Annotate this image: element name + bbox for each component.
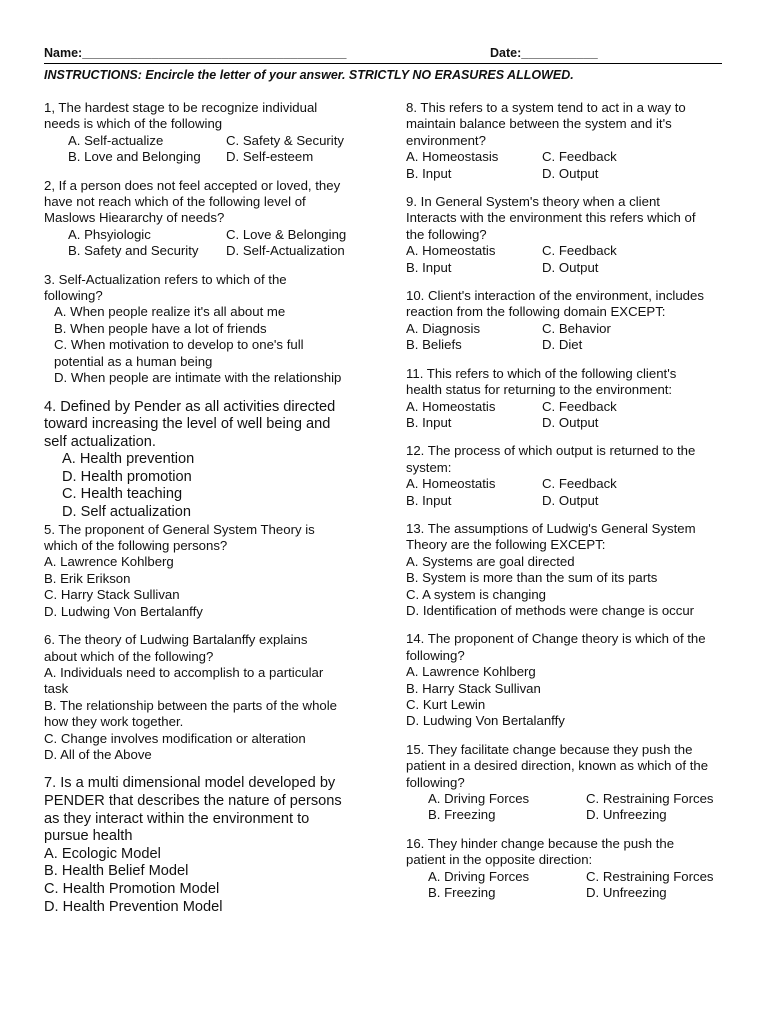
question [406, 194, 726, 276]
option[interactable]: D. All of the Above [44, 746, 152, 762]
option[interactable]: A. Ecologic Model [44, 845, 161, 862]
options [44, 451, 364, 521]
options [406, 321, 726, 354]
option[interactable]: D. Output [542, 414, 599, 430]
option[interactable]: B. Input [406, 165, 452, 181]
question-stem: 2, If a person does not feel accepted or loved, they have not reach which of the following level of Maslows Hieararchy of needs? [44, 177, 341, 226]
question-stem: 8. This refers to a system tend to act in a way to maintain balance between the system and it's environment? [406, 100, 686, 148]
option[interactable]: D. Unfreezing [586, 885, 667, 901]
option[interactable]: B. When people have a lot of friends [54, 320, 267, 336]
question-stem: 16. They hinder change because the push the patient in the opposite direction: [406, 835, 675, 868]
date-label: Date: [490, 46, 522, 60]
option[interactable]: A. Health prevention [62, 451, 195, 468]
option[interactable]: D. Health Prevention Model [44, 898, 223, 915]
option[interactable]: B. The relationship between the parts of the whole how they work together. [44, 697, 337, 730]
option[interactable]: C. Feedback [542, 476, 617, 492]
option[interactable]: A. When people realize it's all about me [54, 304, 286, 320]
question-stem: 14. The proponent of Change theory is which of the following? [406, 631, 706, 663]
options [406, 149, 726, 182]
option[interactable]: D. Ludwing Von Bertalanffy [406, 713, 565, 729]
option[interactable]: D. Ludwing Von Bertalanffy [44, 603, 203, 619]
name-blank: ______________________________________ [82, 46, 347, 60]
option[interactable]: A. Driving Forces [428, 868, 530, 884]
name-label: Name: [44, 46, 83, 60]
option[interactable]: B. Input [406, 414, 452, 430]
question [406, 742, 726, 824]
option[interactable]: D. When people are intimate with the relationship [54, 370, 342, 386]
option[interactable]: D. Unfreezing [586, 807, 667, 823]
options [44, 665, 364, 763]
option[interactable]: C. Feedback [542, 398, 617, 414]
option[interactable]: C. Restraining Forces [586, 868, 714, 884]
date-blank: ___________ [521, 46, 598, 60]
option[interactable]: B. Input [406, 259, 452, 275]
question [44, 632, 364, 763]
options [44, 554, 364, 620]
date-field [490, 46, 598, 60]
options [44, 304, 364, 386]
question [406, 836, 726, 902]
question [406, 288, 726, 354]
options [406, 791, 726, 824]
option[interactable]: A. Individuals need to accomplish to a particular task [44, 664, 324, 697]
question [44, 178, 364, 260]
instructions: INSTRUCTIONS: Encircle the letter of your answer. STRICTLY NO ERASURES ALLOWED. [44, 68, 574, 82]
option[interactable]: C. Feedback [542, 149, 617, 165]
option[interactable]: B. Safety and Security [68, 243, 199, 259]
left-column [44, 100, 364, 928]
option[interactable]: A. Phsyiologic [68, 226, 151, 242]
question [406, 100, 726, 182]
option[interactable]: A. Driving Forces [428, 791, 530, 807]
question-stem: 9. In General System's theory when a client Interacts with the environment this refers which of the following? [406, 194, 696, 242]
option[interactable]: C. Harry Stack Sullivan [44, 587, 180, 603]
name-field [44, 46, 346, 60]
options [406, 476, 726, 509]
right-column [406, 100, 726, 913]
options [406, 399, 726, 432]
option[interactable]: B. Freezing [428, 885, 496, 901]
option[interactable]: A. Diagnosis [406, 320, 481, 336]
header-rule [44, 63, 722, 64]
option[interactable]: C. Health teaching [62, 486, 183, 503]
option[interactable]: C. Restraining Forces [586, 791, 714, 807]
option[interactable]: B. Health Belief Model [44, 863, 189, 880]
question [406, 631, 726, 729]
question-stem: 5. The proponent of General System Theory is which of the following persons? [44, 521, 315, 554]
option[interactable]: D. Output [542, 259, 599, 275]
option[interactable]: C. When motivation to develop to one's full potential as a human being [54, 337, 304, 369]
option[interactable]: B. Love and Belonging [68, 149, 201, 165]
option[interactable]: A. Homeostatis [406, 398, 496, 414]
question-stem: 1, The hardest stage to be recognize individual needs is which of the following [44, 100, 318, 132]
option[interactable]: B. System is more than the sum of its parts [406, 570, 658, 586]
options [406, 243, 726, 276]
question-stem: 7. Is a multi dimensional model developed by PENDER that describes the nature of persons as they interact within the environment to pursue health [44, 775, 342, 845]
option[interactable]: B. Beliefs [406, 337, 462, 353]
question-stem: 13. The assumptions of Ludwig's General System Theory are the following EXCEPT: [406, 520, 696, 553]
option[interactable]: B. Freezing [428, 807, 496, 823]
options [44, 227, 364, 260]
option[interactable]: C. Love & Belonging [226, 226, 347, 242]
question-stem: 6. The theory of Ludwing Bartalanffy explains about which of the following? [44, 632, 308, 664]
question [406, 443, 726, 509]
option[interactable]: D. Output [542, 492, 599, 508]
option[interactable]: C. Behavior [542, 320, 611, 336]
option[interactable]: C. Safety & Security [226, 132, 344, 148]
option[interactable]: C. Health Promotion Model [44, 880, 220, 897]
question-stem: 15. They facilitate change because they push the patient in a desired direction, known as which of the following? [406, 741, 709, 790]
option[interactable]: D. Self-Actualization [226, 243, 345, 259]
question [44, 775, 364, 916]
question [44, 272, 364, 387]
question-stem: 12. The process of which output is returned to the system: [406, 443, 696, 475]
question [44, 399, 364, 522]
question [406, 521, 726, 619]
option[interactable]: D. Identification of methods were change is occur [406, 602, 695, 618]
option[interactable]: A. Homeostasis [406, 149, 499, 165]
option[interactable]: C. A system is changing [406, 586, 546, 602]
option[interactable]: A. Systems are goal directed [406, 553, 575, 569]
option[interactable]: D. Output [542, 165, 599, 181]
options [44, 133, 364, 166]
question-stem: 4. Defined by Pender as all activities directed toward increasing the level of well being and self actualization. [44, 398, 336, 450]
option[interactable]: A. Lawrence Kohlberg [406, 664, 536, 680]
option[interactable]: B. Erik Erikson [44, 570, 131, 586]
option[interactable]: B. Input [406, 492, 452, 508]
option[interactable]: C. Kurt Lewin [406, 697, 486, 712]
question-stem: 11. This refers to which of the following client's health status for returning to the environment: [406, 365, 677, 398]
option[interactable]: A. Self-actualize [68, 132, 164, 148]
question-stem: 3. Self-Actualization refers to which of the following? [44, 271, 287, 304]
option[interactable]: D. Health promotion [62, 468, 192, 485]
option[interactable]: A. Homeostatis [406, 476, 496, 492]
question [406, 366, 726, 432]
options [406, 664, 726, 730]
option[interactable]: A. Homeostatis [406, 243, 496, 259]
option[interactable]: C. Feedback [542, 243, 617, 259]
option[interactable]: A. Lawrence Kohlberg [44, 554, 174, 570]
option[interactable]: D. Diet [542, 337, 583, 353]
options [44, 846, 364, 916]
question [44, 100, 364, 166]
question-stem: 10. Client's interaction of the environment, includes reaction from the following domain EXCEPT: [406, 288, 704, 320]
option[interactable]: B. Harry Stack Sullivan [406, 680, 541, 696]
options [406, 554, 726, 620]
question [44, 522, 364, 620]
option[interactable]: D. Self actualization [62, 504, 191, 521]
option[interactable]: C. Change involves modification or alteration [44, 730, 306, 746]
options [406, 869, 726, 902]
option[interactable]: D. Self-esteem [226, 149, 314, 165]
